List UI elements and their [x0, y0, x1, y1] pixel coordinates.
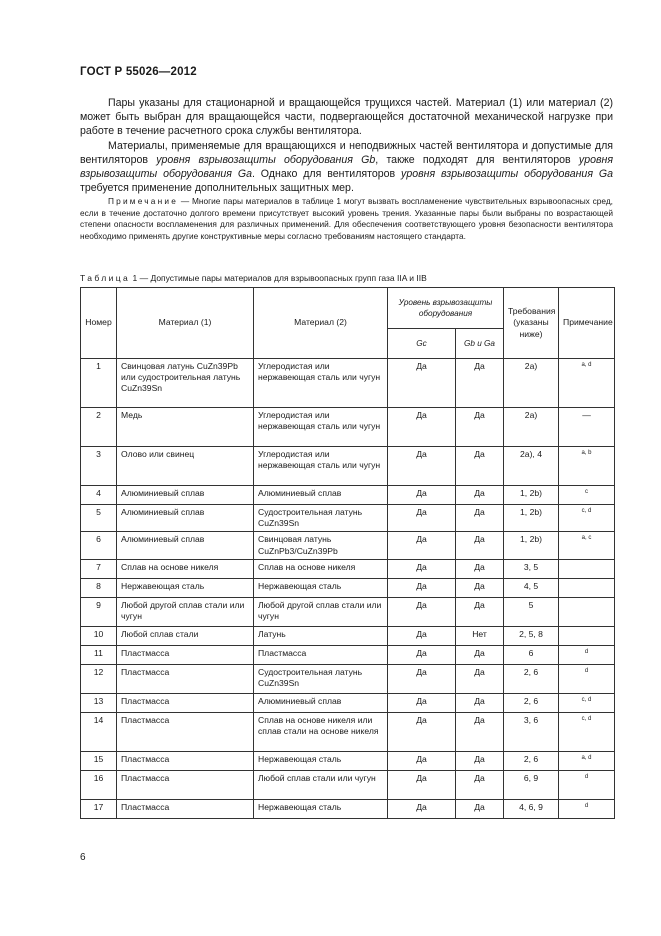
cell-note: c, d	[559, 505, 615, 532]
cell-material-1: Пластмасса	[117, 664, 254, 693]
table-row	[81, 799, 615, 818]
table-row	[81, 597, 615, 626]
cell-gb-ga: Да	[456, 597, 504, 626]
cell-material-2: Любой другой сплав стали или чугун	[254, 597, 388, 626]
cell-gb-ga: Да	[456, 693, 504, 712]
paragraph-materials	[80, 139, 613, 196]
table-caption-text: 1 — Допустимые пары материалов для взрывоопасных групп газа IIA и IIB	[132, 273, 427, 283]
cell-note: a, b	[559, 447, 615, 486]
cell-requirements: 3, 6	[504, 712, 559, 751]
cell-material-1: Любой другой сплав стали или чугун	[117, 597, 254, 626]
header-gb-ga: Gb и Ga	[456, 329, 504, 359]
cell-note: a, d	[559, 359, 615, 408]
cell-gc: Да	[388, 597, 456, 626]
table-row	[81, 751, 615, 770]
cell-requirements: 6, 9	[504, 770, 559, 799]
header-requirements: Требования (указаны ниже)	[504, 288, 559, 359]
cell-number: 12	[81, 664, 117, 693]
table-row	[81, 578, 615, 597]
cell-material-1: Свинцовая латунь CuZn39Pb или судостроительная латунь CuZn39Sn	[117, 359, 254, 408]
cell-number: 9	[81, 597, 117, 626]
cell-material-2: Нержавеющая сталь	[254, 578, 388, 597]
cell-material-2: Судостроительная латунь CuZn39Sn	[254, 664, 388, 693]
cell-requirements: 4, 5	[504, 578, 559, 597]
cell-gb-ga: Да	[456, 645, 504, 664]
cell-gb-ga: Да	[456, 559, 504, 578]
cell-gc: Да	[388, 578, 456, 597]
note-label: Примечание	[108, 196, 179, 206]
cell-number: 16	[81, 770, 117, 799]
cell-note	[559, 578, 615, 597]
cell-material-2: Сплав на основе никеля	[254, 559, 388, 578]
note-text: — Многие пары материалов в таблице 1 могут вызвать воспламенение чувствительных взрывоопасных сред, если в течение достаточно долгого времени присутствует высокий уровень трения. Указанные пары были выбраны по возрастающей степени опасности воспламенения для различных применений. Для обеспечения соответствующего уровня безопасности вентилятора необходимо применять другие конструктивные меры согласно требованиям настоящего стандарта.	[80, 196, 613, 241]
table-row	[81, 486, 615, 505]
cell-gc: Да	[388, 693, 456, 712]
cell-requirements: 1, 2b)	[504, 486, 559, 505]
cell-gc: Да	[388, 408, 456, 447]
cell-gc: Да	[388, 799, 456, 818]
header-number: Номер	[81, 288, 117, 359]
header-material-2: Материал (2)	[254, 288, 388, 359]
body-text	[80, 96, 613, 195]
cell-material-1: Пластмасса	[117, 770, 254, 799]
cell-material-1: Пластмасса	[117, 712, 254, 751]
cell-gc: Да	[388, 664, 456, 693]
cell-gb-ga: Да	[456, 770, 504, 799]
cell-material-1: Пластмасса	[117, 645, 254, 664]
cell-number: 14	[81, 712, 117, 751]
cell-number: 4	[81, 486, 117, 505]
cell-note: d	[559, 770, 615, 799]
cell-number: 17	[81, 799, 117, 818]
cell-note	[559, 597, 615, 626]
cell-material-2: Углеродистая или нержавеющая сталь или чугун	[254, 408, 388, 447]
table-row	[81, 626, 615, 645]
cell-note	[559, 559, 615, 578]
cell-material-2: Сплав на основе никеля или сплав стали на основе никеля	[254, 712, 388, 751]
table-row	[81, 532, 615, 559]
header-material-1: Материал (1)	[117, 288, 254, 359]
cell-material-1: Нержавеющая сталь	[117, 578, 254, 597]
cell-material-1: Алюминиевый сплав	[117, 505, 254, 532]
cell-number: 7	[81, 559, 117, 578]
cell-note: c, d	[559, 712, 615, 751]
cell-material-1: Олово или свинец	[117, 447, 254, 486]
cell-gb-ga: Нет	[456, 626, 504, 645]
cell-gc: Да	[388, 645, 456, 664]
document-header: ГОСТ Р 55026—2012	[80, 66, 197, 78]
cell-gb-ga: Да	[456, 664, 504, 693]
cell-gc: Да	[388, 532, 456, 559]
cell-note: a, d	[559, 751, 615, 770]
cell-material-2: Углеродистая или нержавеющая сталь или чугун	[254, 447, 388, 486]
cell-note: —	[559, 408, 615, 447]
table-row	[81, 645, 615, 664]
cell-material-1: Алюминиевый сплав	[117, 532, 254, 559]
page-number: 6	[80, 852, 86, 863]
table-caption-label: Таблица	[80, 273, 131, 283]
table-row	[81, 712, 615, 751]
cell-note: d	[559, 664, 615, 693]
cell-material-1: Пластмасса	[117, 751, 254, 770]
header-gc: Gc	[388, 329, 456, 359]
cell-gc: Да	[388, 770, 456, 799]
table-row	[81, 693, 615, 712]
cell-requirements: 3, 5	[504, 559, 559, 578]
cell-gb-ga: Да	[456, 486, 504, 505]
header-note: Примечание	[559, 288, 615, 359]
cell-gb-ga: Да	[456, 799, 504, 818]
cell-gc: Да	[388, 486, 456, 505]
cell-note: a, c	[559, 532, 615, 559]
cell-number: 15	[81, 751, 117, 770]
text-run: , также подходят для вентиляторов	[375, 153, 579, 166]
cell-gb-ga: Да	[456, 532, 504, 559]
cell-gb-ga: Да	[456, 578, 504, 597]
note-paragraph	[80, 196, 613, 242]
cell-number: 11	[81, 645, 117, 664]
cell-requirements: 4, 6, 9	[504, 799, 559, 818]
text-run: Материалы, применяемые для вращающихся и неподвижных частей вентилятора и допустимые для вентиляторов	[80, 139, 613, 166]
cell-requirements: 2, 5, 8	[504, 626, 559, 645]
cell-requirements: 2, 6	[504, 693, 559, 712]
cell-material-2: Алюминиевый сплав	[254, 693, 388, 712]
cell-gb-ga: Да	[456, 751, 504, 770]
cell-requirements: 2a), 4	[504, 447, 559, 486]
note-block	[80, 196, 613, 242]
cell-number: 13	[81, 693, 117, 712]
paragraph-pairs: Пары указаны для стационарной и вращающейся трущихся частей. Материал (1) или материал (2) может быть выбран для вращающейся части, подвергающейся достаточной механической нагрузке при работе в течение расчетного срока службы вентилятора.	[80, 97, 613, 138]
text-run: . Однако для вентиляторов	[251, 168, 402, 181]
cell-material-1: Пластмасса	[117, 799, 254, 818]
cell-material-2: Свинцовая латунь CuZnPb3/CuZn39Pb	[254, 532, 388, 559]
cell-material-2: Латунь	[254, 626, 388, 645]
cell-gb-ga: Да	[456, 712, 504, 751]
cell-note	[559, 626, 615, 645]
cell-requirements: 2, 6	[504, 751, 559, 770]
cell-material-2: Нержавеющая сталь	[254, 799, 388, 818]
cell-note: c, d	[559, 693, 615, 712]
cell-number: 3	[81, 447, 117, 486]
cell-material-1: Медь	[117, 408, 254, 447]
italic-run: уровня взрывозащиты оборудования Gb	[156, 153, 376, 166]
cell-material-1: Любой сплав стали	[117, 626, 254, 645]
table-body	[81, 359, 615, 819]
cell-gc: Да	[388, 712, 456, 751]
cell-material-1: Пластмасса	[117, 693, 254, 712]
cell-number: 10	[81, 626, 117, 645]
cell-note: c	[559, 486, 615, 505]
cell-gb-ga: Да	[456, 505, 504, 532]
table-row	[81, 505, 615, 532]
cell-gb-ga: Да	[456, 447, 504, 486]
cell-number: 2	[81, 408, 117, 447]
cell-material-2: Нержавеющая сталь	[254, 751, 388, 770]
cell-note: d	[559, 799, 615, 818]
cell-gb-ga: Да	[456, 408, 504, 447]
cell-requirements: 1, 2b)	[504, 532, 559, 559]
cell-number: 8	[81, 578, 117, 597]
header-protection-level: Уровень взрывозащиты оборудования	[388, 288, 504, 329]
cell-requirements: 6	[504, 645, 559, 664]
table-row	[81, 447, 615, 486]
table-caption	[80, 273, 427, 283]
cell-gc: Да	[388, 559, 456, 578]
cell-material-2: Алюминиевый сплав	[254, 486, 388, 505]
cell-material-1: Сплав на основе никеля	[117, 559, 254, 578]
cell-requirements: 2a)	[504, 408, 559, 447]
table-row	[81, 408, 615, 447]
cell-requirements: 2, 6	[504, 664, 559, 693]
cell-number: 6	[81, 532, 117, 559]
cell-requirements: 2a)	[504, 359, 559, 408]
cell-gc: Да	[388, 751, 456, 770]
cell-material-2: Любой сплав стали или чугун	[254, 770, 388, 799]
italic-run: уровня взрывозащиты оборудования Ga	[80, 153, 613, 181]
cell-note: d	[559, 645, 615, 664]
cell-gb-ga: Да	[456, 359, 504, 408]
table-row	[81, 664, 615, 693]
cell-gc: Да	[388, 447, 456, 486]
cell-number: 5	[81, 505, 117, 532]
table-row	[81, 359, 615, 408]
cell-material-1: Алюминиевый сплав	[117, 486, 254, 505]
table-row	[81, 770, 615, 799]
cell-material-2: Углеродистая или нержавеющая сталь или чугун	[254, 359, 388, 408]
cell-gc: Да	[388, 626, 456, 645]
cell-gc: Да	[388, 505, 456, 532]
text-run: требуется применение дополнительных защитных мер.	[80, 182, 354, 195]
cell-requirements: 5	[504, 597, 559, 626]
cell-requirements: 1, 2b)	[504, 505, 559, 532]
table-row	[81, 559, 615, 578]
cell-material-2: Пластмасса	[254, 645, 388, 664]
italic-run: уровня взрывозащиты оборудования Ga	[401, 168, 613, 181]
cell-gc: Да	[388, 359, 456, 408]
cell-number: 1	[81, 359, 117, 408]
materials-table	[80, 287, 615, 819]
cell-material-2: Судостроительная латунь CuZn39Sn	[254, 505, 388, 532]
